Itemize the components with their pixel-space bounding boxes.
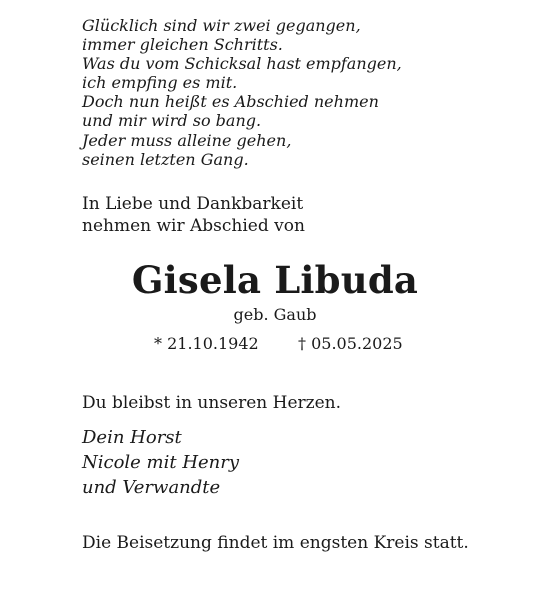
signature-line: Nicole mit Henry bbox=[82, 452, 240, 473]
signature-line: und Verwandte bbox=[82, 477, 221, 498]
signatures bbox=[82, 425, 239, 500]
poem-line: und mir wird so bang. bbox=[82, 111, 262, 131]
maiden-name: geb. Gaub bbox=[233, 305, 317, 324]
poem-line: Was du vom Schicksal hast empfangen, bbox=[82, 54, 402, 74]
poem-line: Doch nun heißt es Abschied nehmen bbox=[82, 92, 379, 112]
funeral-note: Die Beisetzung findet im engsten Kreis statt. bbox=[82, 533, 469, 553]
signature-line: Dein Horst bbox=[82, 427, 182, 448]
poem-line: immer gleichen Schritts. bbox=[82, 35, 283, 55]
poem-line: seinen letzten Gang. bbox=[82, 149, 249, 169]
intro-line: nehmen wir Abschied von bbox=[82, 216, 305, 236]
intro-text bbox=[82, 193, 305, 237]
birth-date: * 21.10.1942 bbox=[154, 334, 259, 353]
intro-line: In Liebe und Dankbarkeit bbox=[82, 194, 304, 214]
death-date: † 05.05.2025 bbox=[298, 334, 403, 353]
poem bbox=[82, 16, 402, 169]
poem-line: Jeder muss alleine gehen, bbox=[82, 130, 292, 150]
poem-line: Glücklich sind wir zwei gegangen, bbox=[82, 16, 361, 35]
poem-line: ich empfing es mit. bbox=[82, 73, 238, 93]
deceased-name: Gisela Libuda bbox=[131, 258, 419, 302]
closing-line: Du bleibst in unseren Herzen. bbox=[82, 393, 342, 413]
